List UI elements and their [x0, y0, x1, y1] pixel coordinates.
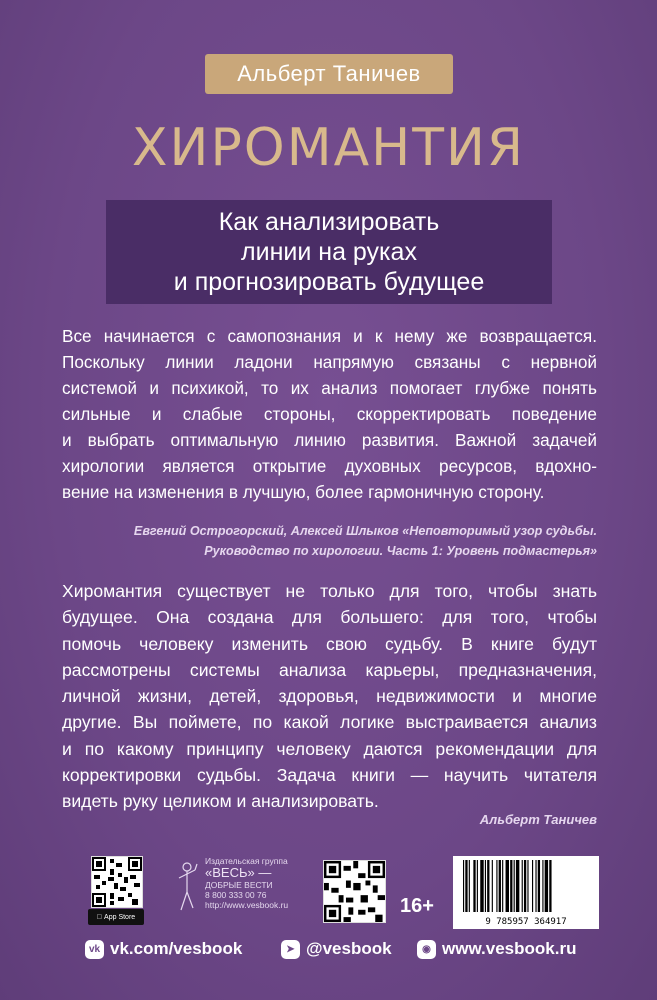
- barcode-bar: [522, 860, 523, 912]
- website-link-label: www.vesbook.ru: [442, 939, 577, 958]
- qr-code-icon[interactable]: [91, 856, 143, 908]
- barcode-bar: [510, 860, 512, 912]
- social-links: [85, 939, 605, 963]
- barcode-bar: [542, 860, 543, 912]
- subtitle-line: Как анализировать: [218, 208, 440, 236]
- publisher-slogan: ДОБРЫЕ ВЕСТИ: [205, 880, 273, 890]
- publisher-name: «ВЕСЬ» —: [205, 865, 272, 880]
- apple-icon: [97, 914, 102, 921]
- text-line: другие. Вы поймете, по какой логике выстраивается анализ: [62, 712, 597, 733]
- telegram-link-label: @vesbook: [306, 939, 392, 958]
- subtitle-box: [106, 200, 552, 304]
- author-signature: Альберт Таничев: [479, 812, 597, 827]
- barcode-bar: [502, 860, 503, 912]
- subtitle-line: линии на руках: [241, 238, 417, 266]
- text-line: вение на изменения в лучшую, более гармоничную сторону.: [62, 482, 545, 502]
- subtitle-line: и прогнозировать будущее: [173, 268, 485, 296]
- vk-link[interactable]: [85, 939, 242, 959]
- author-name: Альберт Таничев: [237, 61, 421, 86]
- barcode-bars: [453, 856, 599, 916]
- barcode-bar: [465, 860, 467, 912]
- text-line: и по какому принципу человеку даются рекомендации для: [62, 738, 597, 759]
- quote-source: [60, 521, 597, 561]
- app-store-badge[interactable]: [88, 909, 144, 925]
- barcode-bar: [499, 860, 501, 912]
- barcode-bar: [480, 860, 483, 912]
- barcode-bar: [463, 860, 464, 912]
- barcode-bar: [514, 860, 515, 912]
- publisher-logo: [175, 856, 300, 920]
- barcode-bar: [532, 860, 533, 912]
- book-description: [62, 578, 597, 815]
- text-line: Хиромантия существует не только для того, чтобы знать: [62, 581, 597, 601]
- publisher-figure-icon: [175, 860, 199, 916]
- text-line: помочь человеку изменить свою судьбу. В книге будут: [62, 633, 597, 654]
- text-line: будущее. Она создана для большего: для того, чтобы: [62, 607, 597, 628]
- vk-icon: vk: [85, 940, 104, 959]
- barcode-bar: [487, 860, 489, 912]
- barcode-bar: [477, 860, 478, 912]
- text-line: корректировки судьбы. Задача книги — научить читателя: [62, 765, 597, 786]
- barcode-bar: [496, 860, 497, 912]
- barcode-bar: [485, 860, 486, 912]
- barcode-bar: [492, 860, 493, 912]
- globe-icon: ◉: [417, 940, 436, 959]
- text-line: системой и психикой, то их анализ помогает глубже понять: [62, 378, 597, 398]
- text-line: Поскольку линии ладони напрямую связаны с нервной: [62, 352, 597, 372]
- telegram-icon: ➤: [281, 940, 300, 959]
- text-line: Все начинается с самопознания и к нему же возвращается.: [62, 326, 597, 346]
- barcode-bar: [469, 860, 470, 912]
- barcode-bar: [506, 860, 509, 912]
- barcode-bar: [535, 860, 536, 912]
- publisher-url: http://www.vesbook.ru: [205, 900, 289, 910]
- text-line: хирологии является открытие духовных ресурсов, вдохно-: [62, 456, 597, 476]
- barcode-bar: [524, 860, 526, 912]
- isbn-number: 9 785957 364917: [485, 917, 567, 927]
- text-line: личной жизни, детей, здоровья, недвижимости и многие: [62, 686, 597, 707]
- barcode-bar: [516, 860, 519, 912]
- isbn-barcode: [453, 856, 599, 929]
- text-line: рассмотрены системы анализа карьеры, предназначения,: [62, 659, 597, 680]
- website-link[interactable]: [417, 939, 576, 959]
- author-plate: [205, 54, 453, 94]
- publisher-line: Издательская группа: [205, 856, 288, 866]
- qr-code-icon[interactable]: [323, 860, 386, 923]
- publisher-phone: 8 800 333 00 76: [205, 890, 267, 900]
- quote-source-line: Руководство по хирологии. Часть 1: Уровень подмастерья»: [204, 544, 597, 558]
- text-line: и выбрать оптимальную линию развития. Важной задачей: [62, 430, 597, 450]
- age-rating: 16+: [400, 895, 434, 917]
- barcode-bar: [473, 860, 475, 912]
- intro-quote: [62, 323, 597, 505]
- text-line: сильные и слабые стороны, скорректировать поведение: [62, 404, 597, 424]
- barcode-bar: [549, 860, 551, 912]
- barcode-bar: [538, 860, 540, 912]
- telegram-link[interactable]: [281, 939, 392, 959]
- quote-source-line: Евгений Острогорский, Алексей Шлыков «Неповторимый узор судьбы.: [133, 524, 597, 538]
- app-store-label: App Store: [101, 913, 133, 921]
- barcode-bar: [545, 860, 548, 912]
- text-line: видеть руку целиком и анализировать.: [62, 791, 379, 812]
- book-title: ХИРОМАНТИЯ: [131, 118, 526, 178]
- vk-link-label: vk.com/vesbook: [110, 939, 243, 958]
- barcode-bar: [527, 860, 528, 912]
